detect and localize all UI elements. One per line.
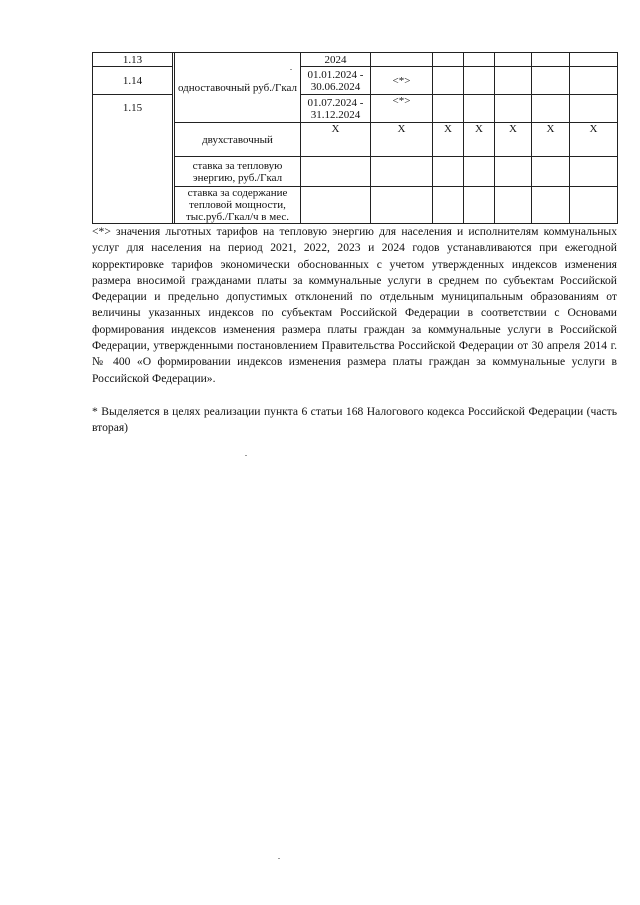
value-cell	[570, 95, 618, 123]
x-mark: X	[532, 123, 570, 157]
value-cell	[570, 53, 618, 67]
period-cell: 01.07.2024 - 31.12.2024	[301, 95, 371, 123]
value-cell	[532, 157, 570, 187]
period-cell: 2024	[301, 53, 371, 67]
row-number: 1.15	[93, 95, 173, 224]
value-cell	[495, 53, 532, 67]
value-cell	[464, 95, 495, 123]
scan-speck	[245, 455, 247, 456]
value-cell	[433, 187, 464, 224]
value-cell	[301, 187, 371, 224]
value-cell	[495, 187, 532, 224]
value-cell	[433, 157, 464, 187]
value-cell	[570, 157, 618, 187]
value-cell	[464, 53, 495, 67]
x-mark: X	[464, 123, 495, 157]
value-cell	[532, 67, 570, 95]
table-row-1-14	[93, 67, 618, 95]
capacity-rate-label: ставка за содержание тепловой мощности, тыс.руб./Гкал/ч в мес.	[175, 187, 301, 224]
value-cell	[570, 187, 618, 224]
value-cell: <*>	[371, 67, 433, 95]
tariff-table	[92, 52, 618, 224]
x-mark: X	[371, 123, 433, 157]
value-cell	[495, 67, 532, 95]
value-cell	[433, 53, 464, 67]
value-cell	[532, 95, 570, 123]
value-cell: <*>	[371, 95, 433, 123]
value-cell	[301, 157, 371, 187]
value-cell	[495, 157, 532, 187]
value-cell	[495, 95, 532, 123]
two-rate-label: двухставочный	[175, 123, 301, 157]
x-mark: X	[570, 123, 618, 157]
value-cell	[371, 187, 433, 224]
scan-speck	[278, 858, 280, 859]
table-row-1-15	[93, 95, 618, 123]
row-number: 1.14	[93, 67, 173, 95]
x-mark: X	[495, 123, 532, 157]
value-cell	[464, 187, 495, 224]
value-cell	[371, 53, 433, 67]
row-number: 1.13	[93, 53, 173, 67]
value-cell	[433, 95, 464, 123]
tax-footnote-text: * Выделяется в целях реализации пункта 6 статьи 168 Налогового кодекса Российской Федерации (часть вторая)	[92, 404, 617, 435]
x-mark: X	[433, 123, 464, 157]
heat-rate-label: ставка за тепловую энергию, руб./Гкал	[175, 157, 301, 187]
scan-speck	[290, 69, 292, 70]
value-cell	[464, 67, 495, 95]
value-cell	[532, 187, 570, 224]
value-cell	[433, 67, 464, 95]
value-cell	[570, 67, 618, 95]
value-cell	[371, 157, 433, 187]
notes-section	[92, 224, 617, 437]
x-mark: X	[301, 123, 371, 157]
table-row-1-13	[93, 53, 618, 67]
value-cell	[464, 157, 495, 187]
value-cell	[532, 53, 570, 67]
one-rate-label: одноставочный руб./Гкал	[175, 53, 301, 123]
period-cell: 01.01.2024 - 30.06.2024	[301, 67, 371, 95]
footnote-text: <*> значения льготных тарифов на тепловую энергию для населения и исполнителям коммунальных услуг для населения на период 2021, 2022, 2023 и 2024 годов устанавливаются при ежегодной корректировке тарифов экономически обоснованных с учетом утвержденных индексов изменения размера вносимой гражданами платы за коммунальные услуги в среднем по субъектам Российской Федерации и предельно допустимых отклонений по отдельным муниципальным образованиям от величины указанных индексов по субъектам Российской Федерации в соответствии с Основами формирования индексов изменения размера платы граждан за коммунальные услуги в Российской Федерации, утвержденными постановлением Правительства Российской Федерации от 30 апреля 2014 г. № 400 «О формировании индексов изменения размера платы граждан за коммунальные услуги в Российской Федерации».	[92, 225, 617, 385]
